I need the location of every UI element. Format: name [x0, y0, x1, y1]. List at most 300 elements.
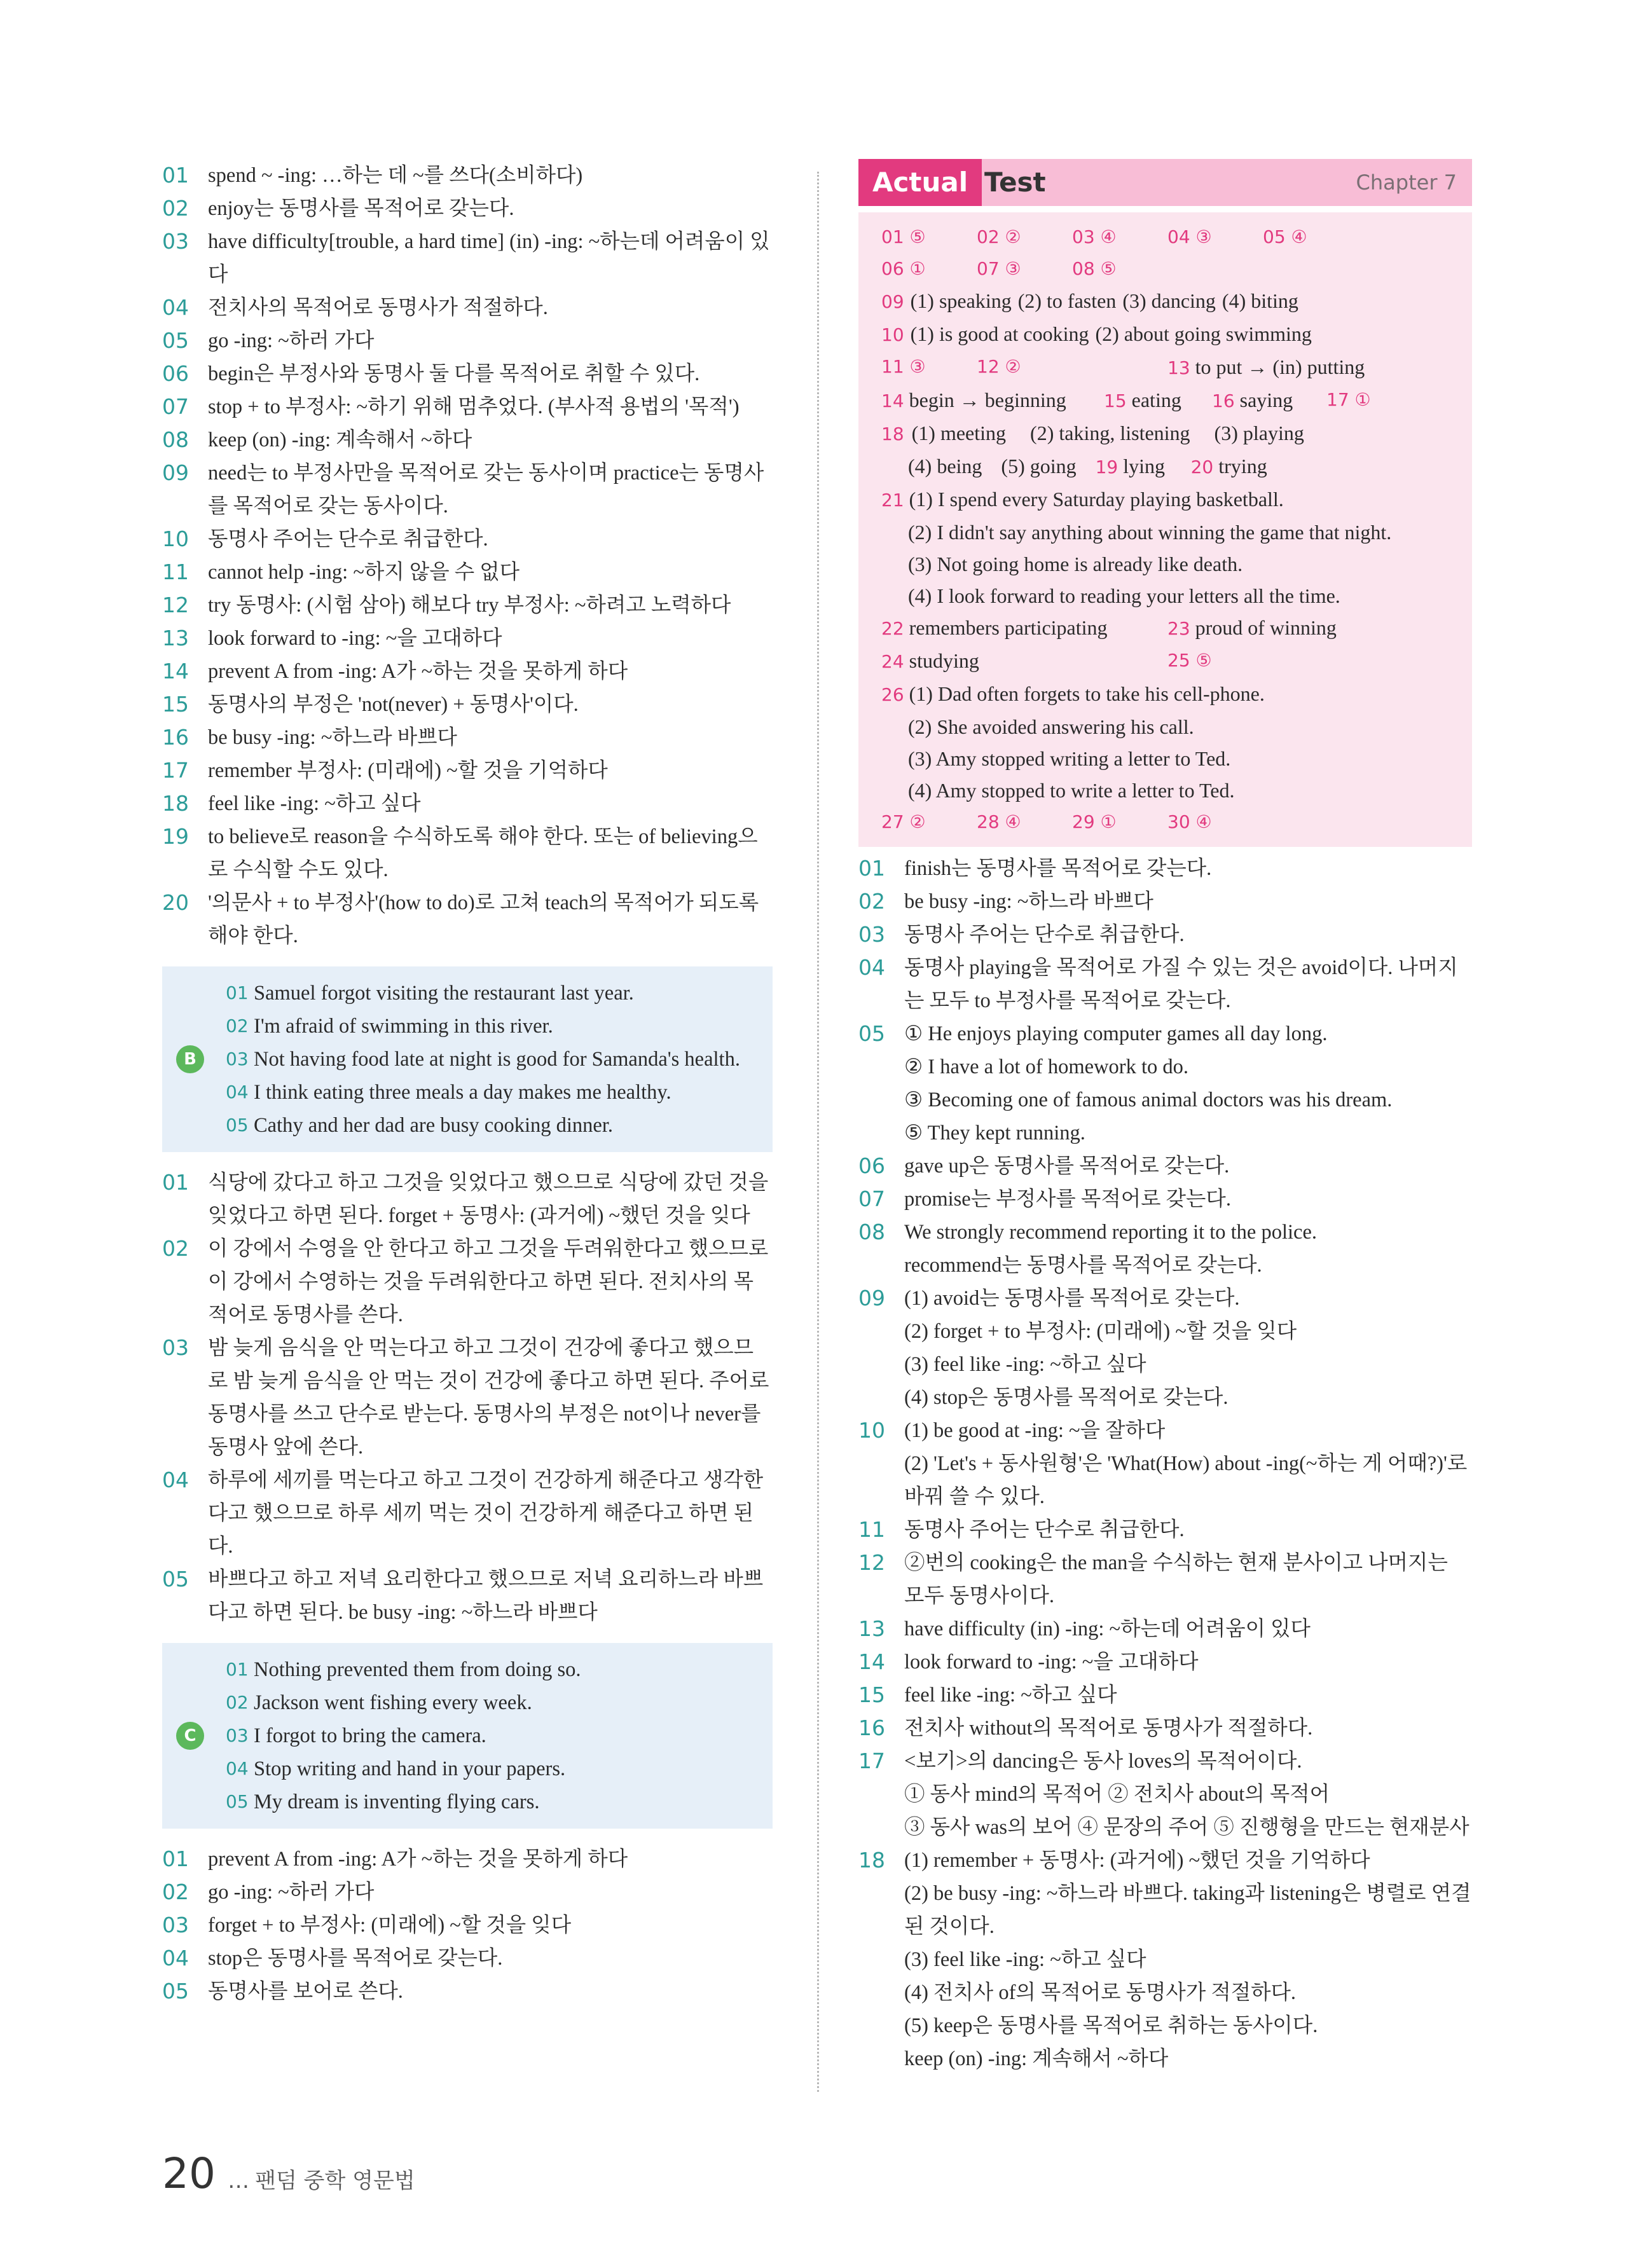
answer-number: 22	[881, 618, 904, 639]
item-line: 동명사 주어는 단수로 취급한다.	[904, 1518, 1185, 1541]
box-item	[226, 1686, 766, 1719]
item-text	[904, 1282, 1472, 1414]
item-text: feel like -ing: ~하고 싶다	[208, 792, 421, 815]
list-item	[162, 225, 773, 291]
list-item	[162, 820, 773, 886]
item-line: be busy -ing: ~하느라 바쁘다	[904, 890, 1153, 913]
item-number: 05	[858, 1021, 885, 1046]
box-item	[226, 1010, 766, 1043]
list-item	[162, 886, 773, 952]
left-column	[162, 159, 773, 2008]
item-text: try 동명사: (시험 삼아) 해보다 try 부정사: ~하려고 노력하다	[208, 594, 731, 617]
item-number: 04	[162, 1946, 189, 1970]
list-item	[162, 523, 773, 556]
item-text	[904, 1612, 1472, 1646]
box-item	[226, 977, 766, 1010]
list-item	[858, 1513, 1472, 1546]
list-item	[162, 622, 773, 655]
item-line: have difficulty (in) -ing: ~하는데 어려움이 있다	[904, 1618, 1311, 1640]
item-number: 02	[162, 1236, 189, 1261]
item-number: 10	[162, 526, 189, 551]
answer-text: (4) Amy stopped to write a letter to Ted.	[908, 779, 1235, 802]
item-number: 03	[162, 1335, 189, 1360]
answer-cell: 06 ①	[881, 258, 926, 279]
item-line: (4) stop은 동명사를 목적어로 갖는다.	[904, 1386, 1229, 1409]
item-line: <보기>의 dancing은 동사 loves의 목적어이다.	[904, 1750, 1302, 1773]
answer-row	[881, 384, 1463, 417]
answer-cell	[1167, 351, 1365, 384]
answer-text: (2) She avoided answering his call.	[908, 715, 1194, 738]
answer-part: (3) dancing	[1122, 289, 1216, 312]
answer-row	[881, 450, 1463, 483]
item-text: stop + to 부정사: ~하기 위해 멈추었다. (부사적 용법의 '목적')	[208, 395, 740, 418]
item-text: need는 to 부정사만을 목적어로 갖는 동사이며 practice는 동명사를 목적어로 갖는 동사이다.	[208, 462, 764, 518]
answer-text: eating	[1131, 388, 1181, 411]
item-text: look forward to -ing: ~을 고대하다	[208, 627, 502, 650]
answer-part: (1) meeting	[911, 422, 1007, 444]
item-number: 04	[858, 955, 885, 980]
answer-cell	[881, 318, 1312, 351]
item-text: prevent A from -ing: A가 ~하는 것을 못하게 하다	[208, 660, 628, 683]
page-number: 20	[162, 2149, 216, 2198]
box-item	[226, 1785, 766, 1818]
list-item	[162, 1331, 773, 1464]
item-number: 03	[162, 229, 189, 254]
box-item-number: 02	[226, 1015, 249, 1036]
item-number: 10	[858, 1418, 885, 1443]
item-number: 12	[162, 593, 189, 617]
actual-label: Actual	[858, 159, 982, 206]
item-number: 01	[162, 1170, 189, 1195]
item-line: We strongly recommend reporting it to the police.	[904, 1221, 1318, 1244]
list-item	[162, 357, 773, 390]
item-text	[904, 1679, 1472, 1712]
item-text: have difficulty[trouble, a hard time] (in) -ing: ~하는데 어려움이 있다	[208, 230, 770, 286]
answer-cell: 28 ④	[977, 811, 1021, 832]
list-item	[858, 1712, 1472, 1745]
answer-cell	[881, 384, 1104, 417]
item-line: (1) be good at -ing: ~을 잘하다	[904, 1419, 1166, 1442]
answer-row	[881, 221, 1463, 253]
answer-text: proud of winning	[1195, 616, 1337, 639]
answer-cell: 02 ②	[977, 226, 1021, 247]
list-item	[162, 159, 773, 192]
list-item	[162, 1232, 773, 1331]
list-item	[858, 1414, 1472, 1513]
item-number: 14	[162, 659, 189, 684]
item-text: keep (on) -ing: 계속해서 ~하다	[208, 429, 472, 451]
item-line: 전치사 without의 목적어로 동명사가 적절하다.	[904, 1717, 1313, 1740]
answer-line	[881, 548, 1242, 580]
list-item	[162, 291, 773, 324]
answer-number: 15	[1104, 390, 1127, 411]
item-text	[904, 1150, 1472, 1183]
list-item	[858, 1546, 1472, 1612]
item-line: feel like -ing: ~하고 싶다	[904, 1684, 1117, 1707]
answer-text: (4) I look forward to reading your letters all the time.	[908, 584, 1340, 607]
item-text	[904, 1414, 1472, 1513]
item-number: 04	[162, 1467, 189, 1492]
answer-row	[881, 711, 1463, 743]
list-item	[162, 1166, 773, 1232]
answer-number: 16	[1212, 390, 1235, 411]
item-line: (1) remember + 동명사: (과거에) ~했던 것을 기억하다	[904, 1849, 1370, 1872]
item-text: remember 부정사: (미래에) ~할 것을 기억하다	[208, 759, 608, 782]
answer-number: 21	[881, 490, 904, 511]
answer-cell: 01 ⑤	[881, 226, 926, 247]
answer-line	[881, 678, 1265, 711]
answer-number: 20	[1190, 457, 1214, 478]
answer-number: 23	[1167, 618, 1190, 639]
list-item	[162, 390, 773, 423]
box-item-text: Nothing prevented them from doing so.	[254, 1658, 581, 1681]
item-text	[904, 1513, 1472, 1546]
item-line: recommend는 동명사를 목적어로 갖는다.	[904, 1254, 1262, 1277]
list-item	[162, 655, 773, 688]
answer-row	[881, 548, 1463, 580]
item-text: go -ing: ~하러 가다	[208, 1881, 375, 1904]
answer-number: 24	[881, 651, 904, 672]
list-item	[162, 721, 773, 754]
item-number: 13	[858, 1616, 885, 1641]
box-item-text: Jackson went fishing every week.	[254, 1691, 532, 1714]
box-item-number: 01	[226, 982, 249, 1003]
column-divider	[817, 172, 819, 2092]
list-item	[858, 1612, 1472, 1646]
list-item	[162, 1843, 773, 1876]
answer-line	[881, 483, 1284, 516]
answer-number: 13	[1167, 357, 1190, 378]
answer-text: remembers participating	[909, 616, 1108, 639]
answer-cell	[881, 612, 1167, 645]
list-item	[858, 918, 1472, 951]
explanation-list-b	[162, 1166, 773, 1629]
answer-line	[881, 516, 1391, 548]
list-item	[162, 1563, 773, 1629]
item-number: 01	[162, 163, 189, 188]
answer-cell: 30 ④	[1167, 811, 1212, 832]
item-text: 동명사의 부정은 'not(never) + 동명사'이다.	[208, 693, 579, 716]
box-item	[226, 1653, 766, 1686]
item-number: 15	[162, 692, 189, 717]
list-item	[858, 1017, 1472, 1150]
box-item-number: 03	[226, 1048, 249, 1069]
box-c-items	[226, 1653, 766, 1818]
answer-list-a	[162, 159, 773, 952]
box-item-text: Samuel forgot visiting the restaurant last year.	[254, 982, 634, 1005]
list-item	[162, 1909, 773, 1942]
item-number: 15	[858, 1682, 885, 1707]
item-number: 16	[858, 1715, 885, 1740]
item-text	[904, 951, 1472, 1017]
answer-row	[881, 253, 1463, 285]
answer-part: (2) to fasten	[1017, 289, 1117, 312]
answer-cell: 25 ⑤	[1167, 650, 1212, 671]
item-line: ③ 동사 was의 보어 ④ 문장의 주어 ⑤ 진행형을 만드는 현재분사	[904, 1816, 1469, 1839]
box-b-items	[226, 977, 766, 1142]
item-number: 01	[858, 856, 885, 881]
answer-cell	[1191, 450, 1267, 483]
answer-number: 14	[881, 390, 904, 411]
box-item-text: I think eating three meals a day makes me healthy.	[254, 1081, 671, 1104]
item-text: begin은 부정사와 동명사 둘 다를 목적어로 취할 수 있다.	[208, 362, 700, 385]
item-text: to believe로 reason을 수식하도록 해야 한다. 또는 of believing으로 수식할 수도 있다.	[208, 825, 758, 881]
item-number: 08	[162, 427, 189, 452]
item-number: 16	[162, 725, 189, 750]
answer-number: 19	[1095, 457, 1118, 478]
answer-part: (4) being	[908, 455, 982, 478]
item-text: 이 강에서 수영을 안 한다고 하고 그것을 두려워한다고 했으므로 이 강에서 수영하는 것을 두려워한다고 하면 된다. 전치사의 목적어로 동명사를 쓴다.	[208, 1237, 769, 1326]
item-number: 04	[162, 295, 189, 320]
answer-cell: 04 ③	[1167, 226, 1212, 247]
list-item	[858, 1216, 1472, 1282]
item-text: 동명사를 보어로 쓴다.	[208, 1980, 403, 2003]
answer-text: lying	[1123, 455, 1166, 478]
badge-c: C	[176, 1722, 204, 1750]
item-number: 18	[858, 1848, 885, 1873]
answer-box-b	[162, 966, 773, 1152]
box-item-number: 03	[226, 1725, 249, 1746]
box-item-number: 04	[226, 1758, 249, 1779]
item-text	[904, 1183, 1472, 1216]
answer-number: 26	[881, 684, 904, 705]
item-text: 동명사 주어는 단수로 취급한다.	[208, 528, 488, 551]
answer-text: trying	[1218, 455, 1267, 478]
answer-part: (3) playing	[1214, 422, 1304, 444]
list-item	[858, 1282, 1472, 1414]
item-text	[904, 1646, 1472, 1679]
item-line: ⑤ They kept running.	[904, 1122, 1085, 1144]
item-number: 14	[858, 1649, 885, 1674]
item-number: 20	[162, 890, 189, 915]
answer-row	[881, 285, 1463, 318]
box-item	[226, 1076, 766, 1109]
answer-text: (1) I spend every Saturday playing basketball.	[909, 488, 1284, 511]
item-number: 07	[162, 394, 189, 419]
answer-row	[881, 580, 1463, 612]
answer-number: 10	[881, 324, 904, 345]
item-text: 식당에 갔다고 하고 그것을 잊었다고 했으므로 식당에 갔던 것을 잊었다고 하면 된다. forget + 동명사: (과거에) ~했던 것을 잊다	[208, 1171, 769, 1227]
answer-part: (2) taking, listening	[1030, 422, 1190, 444]
answer-line	[881, 774, 1235, 806]
item-line: ②번의 cooking은 the man을 수식하는 현재 분사이고 나머지는 모두 동명사이다.	[904, 1551, 1448, 1607]
item-number: 11	[858, 1517, 885, 1542]
item-number: 05	[162, 1979, 189, 2003]
test-label: Test	[984, 167, 1046, 198]
answer-cell: 11 ③	[881, 356, 926, 377]
answer-text: (3) Not going home is already like death.	[908, 553, 1243, 575]
right-column	[858, 159, 1472, 2075]
list-item	[858, 1646, 1472, 1679]
item-text: enjoy는 동명사를 목적어로 갖는다.	[208, 197, 514, 220]
answer-cell: 12 ②	[977, 356, 1021, 377]
item-number: 02	[162, 196, 189, 221]
list-item	[162, 1942, 773, 1975]
answer-cell	[1167, 612, 1337, 645]
answer-cell	[881, 285, 1298, 318]
list-item	[858, 1150, 1472, 1183]
item-line: (3) feel like -ing: ~하고 싶다	[904, 1353, 1146, 1376]
item-text: 밤 늦게 음식을 안 먹는다고 하고 그것이 건강에 좋다고 했으므로 밤 늦게 음식을 안 먹는 것이 건강에 좋다고 하면 된다. 주어로 동명사를 쓰고 단수로 받는다. 동명사의 부정은 not이나 never를 동명사 앞에 쓴다.	[208, 1337, 769, 1459]
answer-row	[881, 417, 1463, 450]
list-item	[162, 688, 773, 721]
box-item-text: I'm afraid of swimming in this river.	[254, 1015, 553, 1038]
list-item	[162, 556, 773, 589]
answer-cell	[1212, 384, 1326, 417]
item-line: 동명사 playing을 목적어로 가질 수 있는 것은 avoid이다. 나머지는 모두 to 부정사를 목적어로 갖는다.	[904, 956, 1458, 1012]
item-number: 18	[162, 791, 189, 816]
box-item	[226, 1109, 766, 1142]
answer-row	[881, 516, 1463, 548]
list-item	[162, 787, 773, 820]
item-line: (2) be busy -ing: ~하느라 바쁘다. taking과 listening은 병렬로 연결된 것이다.	[904, 1882, 1471, 1938]
answer-text: (1) Dad often forgets to take his cell-phone.	[909, 682, 1265, 705]
answer-part: (1) speaking	[910, 289, 1012, 312]
answer-part: (5) going	[1001, 455, 1077, 478]
answer-text: saying	[1239, 388, 1293, 411]
answer-text: (3) Amy stopped writing a letter to Ted.	[908, 747, 1231, 770]
item-number: 13	[162, 626, 189, 650]
item-number: 05	[162, 1567, 189, 1591]
answer-part: (4) biting	[1222, 289, 1298, 312]
answer-cell	[1096, 450, 1191, 483]
answer-cell: 29 ①	[1072, 811, 1117, 832]
list-item	[162, 754, 773, 787]
answer-part: (1) is good at cooking	[910, 322, 1089, 345]
item-number: 02	[858, 889, 885, 914]
book-title: 팬덤 중학 영문법	[255, 2168, 415, 2194]
item-text	[904, 1546, 1472, 1612]
item-number: 03	[162, 1913, 189, 1937]
answer-text: (2) I didn't say anything about winning the game that night.	[908, 521, 1392, 544]
answer-row	[881, 774, 1463, 806]
footer-dots: …	[228, 2168, 250, 2194]
box-item-text: My dream is inventing flying cars.	[254, 1790, 540, 1813]
answer-cell	[1104, 384, 1212, 417]
item-text	[904, 1745, 1472, 1844]
item-text: forget + to 부정사: (미래에) ~할 것을 잊다	[208, 1914, 572, 1937]
item-number: 11	[162, 560, 189, 584]
item-number: 03	[858, 922, 885, 947]
list-item	[858, 1844, 1472, 2075]
list-item	[162, 1876, 773, 1909]
item-number: 09	[858, 1286, 885, 1310]
item-text: go -ing: ~하러 가다	[208, 329, 375, 352]
item-text: '의문사 + to 부정사'(how to do)로 고쳐 teach의 목적어가 되도록 해야 한다.	[208, 891, 759, 947]
answer-number: 18	[881, 423, 904, 444]
item-line: gave up은 동명사를 목적어로 갖는다.	[904, 1155, 1230, 1178]
answer-cell: 05 ④	[1263, 226, 1307, 247]
answer-cell: 03 ④	[1072, 226, 1117, 247]
answer-part: (2) about going swimming	[1095, 322, 1312, 345]
box-item-number: 05	[226, 1791, 249, 1812]
answer-number: 09	[881, 291, 904, 312]
item-text	[904, 1712, 1472, 1745]
answer-key-box	[858, 212, 1472, 847]
answer-row	[881, 351, 1463, 384]
box-item-text: Stop writing and hand in your papers.	[254, 1757, 566, 1780]
item-line: (2) forget + to 부정사: (미래에) ~할 것을 잊다	[904, 1320, 1297, 1343]
answer-line	[881, 580, 1340, 612]
item-text	[904, 1017, 1472, 1150]
box-item-number: 05	[226, 1115, 249, 1136]
box-item-number: 04	[226, 1082, 249, 1103]
answer-row	[881, 806, 1463, 838]
answer-text: studying	[909, 649, 979, 672]
list-item	[858, 951, 1472, 1017]
list-item	[858, 1679, 1472, 1712]
answer-row	[881, 612, 1463, 645]
answer-cell: 07 ③	[977, 258, 1021, 279]
item-text: stop은 동명사를 목적어로 갖는다.	[208, 1947, 503, 1970]
answer-row	[881, 678, 1463, 711]
item-number: 17	[858, 1749, 885, 1773]
answer-box-c	[162, 1643, 773, 1829]
answer-cell: 17 ①	[1326, 389, 1371, 410]
item-line: ① 동사 mind의 목적어 ② 전치사 about의 목적어	[904, 1783, 1330, 1806]
item-line: ③ Becoming one of famous animal doctors was his dream.	[904, 1089, 1393, 1111]
answer-cell	[881, 417, 1321, 450]
item-text: be busy -ing: ~하느라 바쁘다	[208, 726, 457, 749]
list-item	[858, 1745, 1472, 1844]
item-line: keep (on) -ing: 계속해서 ~하다	[904, 2047, 1169, 2070]
item-line: (4) 전치사 of의 목적어로 동명사가 적절하다.	[904, 1981, 1297, 2004]
answer-line	[881, 743, 1230, 774]
box-item-text: I forgot to bring the camera.	[254, 1724, 486, 1747]
list-item	[162, 192, 773, 225]
item-number: 07	[858, 1186, 885, 1211]
answer-cell: 08 ⑤	[1072, 258, 1117, 279]
page-footer	[162, 2149, 415, 2198]
item-text: 전치사의 목적어로 동명사가 적절하다.	[208, 296, 548, 319]
item-line: (3) feel like -ing: ~하고 싶다	[904, 1948, 1146, 1971]
box-item-text: Cathy and her dad are busy cooking dinner.	[254, 1114, 613, 1137]
answer-row	[881, 645, 1463, 678]
item-number: 06	[858, 1153, 885, 1178]
item-line: (2) 'Let's + 동사원형'은 'What(How) about -ing(~하는 게 어때?)'로 바꿔 쓸 수 있다.	[904, 1452, 1468, 1508]
box-item	[226, 1719, 766, 1752]
item-number: 09	[162, 460, 189, 485]
answer-row	[881, 318, 1463, 351]
item-number: 08	[858, 1220, 885, 1244]
list-item	[162, 423, 773, 457]
item-line: (1) avoid는 동명사를 목적어로 갖는다.	[904, 1287, 1240, 1310]
item-text	[904, 885, 1472, 918]
answer-line	[881, 711, 1194, 743]
box-item	[226, 1752, 766, 1785]
answer-text: to put → (in) putting	[1195, 355, 1365, 378]
item-text	[904, 918, 1472, 951]
item-text	[904, 1216, 1472, 1282]
test-explanations	[858, 852, 1472, 2075]
item-number: 01	[162, 1846, 189, 1871]
item-line: ① He enjoys playing computer games all day long.	[904, 1022, 1328, 1045]
list-item	[858, 852, 1472, 885]
list-item	[162, 1464, 773, 1563]
list-item	[858, 885, 1472, 918]
item-number: 05	[162, 328, 189, 353]
answer-row	[881, 483, 1463, 516]
chapter-label: Chapter 7	[1356, 170, 1457, 195]
badge-b: B	[176, 1045, 204, 1073]
item-number: 12	[858, 1550, 885, 1575]
item-line: look forward to -ing: ~을 고대하다	[904, 1651, 1199, 1674]
answer-cell	[881, 645, 1167, 678]
box-item	[226, 1043, 766, 1076]
item-text: prevent A from -ing: A가 ~하는 것을 못하게 하다	[208, 1848, 628, 1871]
list-item	[162, 457, 773, 523]
item-text	[904, 852, 1472, 885]
